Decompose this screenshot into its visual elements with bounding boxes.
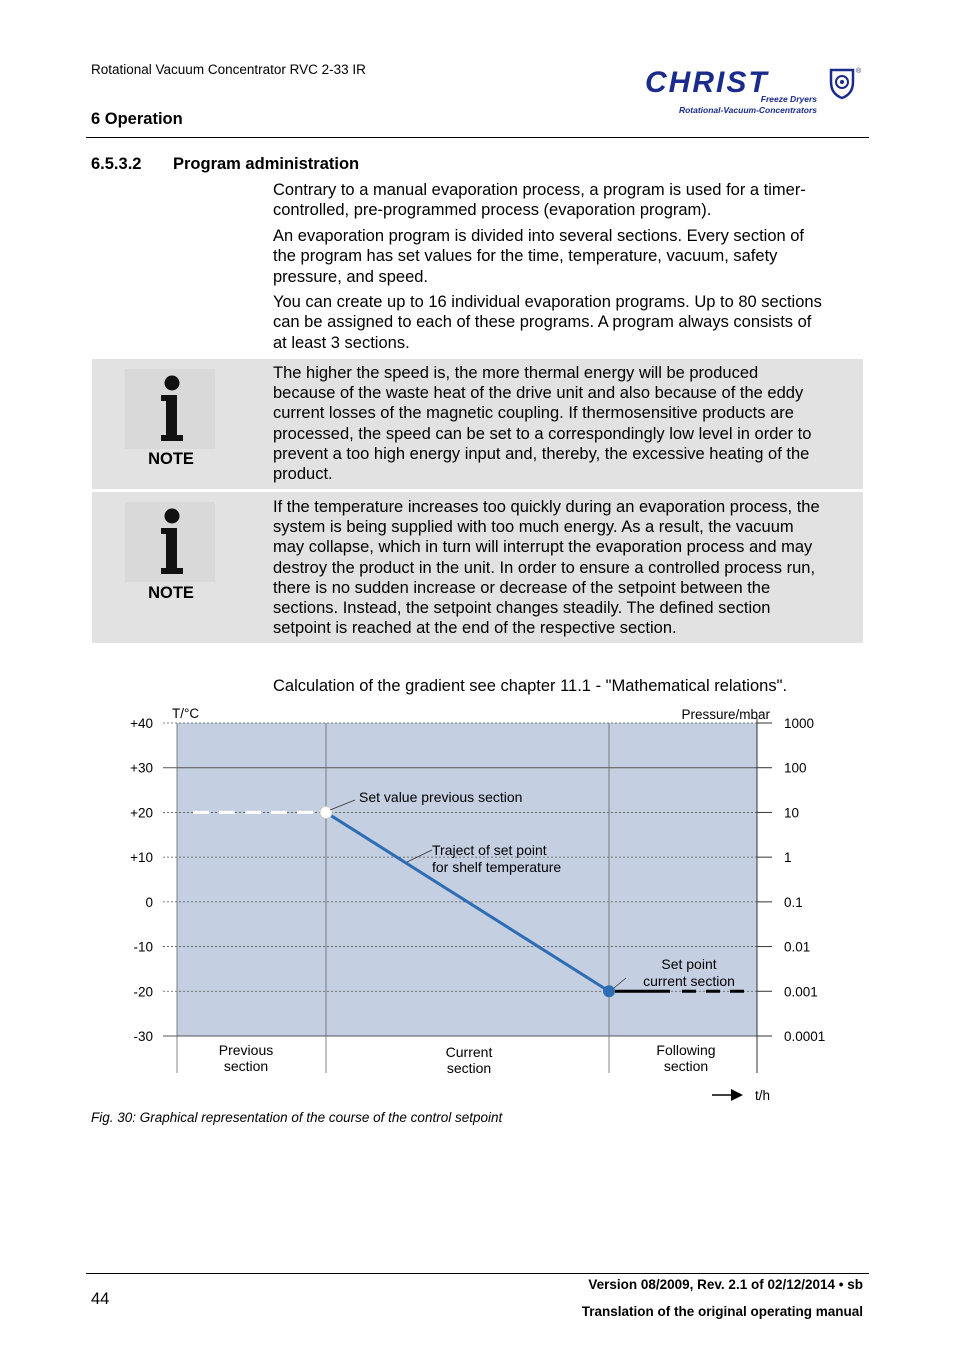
right-tick-label: 0.0001	[784, 1029, 826, 1044]
annotation-previous: Set value previous section	[359, 789, 523, 805]
note-line: current losses of the magnetic coupling. If thermosensitive products are	[273, 404, 794, 423]
note-line: may collapse, which in turn will interrupt the evaporation process and may	[273, 538, 813, 557]
chapter-title: 6 Operation	[91, 110, 183, 128]
right-tick-label: 1000	[784, 716, 815, 731]
gradient-reference: Calculation of the gradient see chapter 11.1 - "Mathematical relations".	[273, 677, 788, 695]
section-label: section	[446, 1060, 492, 1076]
right-tick-label: 0.1	[784, 894, 803, 910]
paragraph-line: controlled, pre-programmed process (evaporation program).	[273, 201, 712, 220]
right-tick-label: 10	[784, 805, 800, 821]
footer-divider	[86, 1273, 869, 1274]
logo-line2: Rotational-Vacuum-Concentrators	[678, 105, 817, 115]
right-axis-label: Pressure/mbar	[681, 707, 770, 722]
note-line: setpoint is reached at the end of the respective section.	[273, 619, 677, 638]
note-line: system is being supplied with too much energy. As a result, the vacuum	[273, 518, 794, 537]
section-label: section	[663, 1058, 709, 1074]
x-axis-label: t/h	[755, 1088, 771, 1103]
left-tick-label: +20	[130, 805, 153, 821]
logo-registered: ®	[856, 68, 862, 75]
right-tick-label: 0.01	[784, 939, 811, 955]
left-tick-label: -20	[133, 984, 153, 1000]
section-labels	[219, 1042, 716, 1076]
note-line: destroy the product in the unit. In order to ensure a controlled process run,	[273, 558, 816, 577]
note-line: because of the waste heat of the drive unit and also because of the eddy	[273, 384, 804, 403]
page-number: 44	[91, 1290, 110, 1308]
translation-note: Translation of the original operating manual	[581, 1304, 863, 1319]
section-label: section	[223, 1058, 269, 1074]
figure-caption: Fig. 30: Graphical representation of the course of the control setpoint	[91, 1110, 503, 1125]
right-tick-label: 100	[784, 760, 807, 776]
document-title: Rotational Vacuum Concentrator RVC 2-33 IR	[91, 62, 366, 77]
annotation-trajectory-line1: Traject of set point	[432, 842, 547, 858]
note-line: If the temperature increases too quickly during an evaporation process, the	[273, 498, 820, 516]
paragraph-line: can be assigned to each of these programs. A program always consists of	[273, 313, 812, 332]
current-setpoint-marker	[603, 985, 615, 997]
section-label: Current	[445, 1044, 493, 1060]
paragraph-line: You can create up to 16 individual evaporation programs. Up to 80 sections	[273, 293, 822, 311]
note-label: NOTE	[148, 450, 194, 468]
paragraph-line: An evaporation program is divided into several sections. Every section of	[273, 227, 805, 245]
note-line: prevent a too high energy input and, thereby, the excessive heating of the	[273, 444, 810, 463]
paragraph-line: at least 3 sections.	[273, 333, 410, 352]
section-label: Previous	[218, 1042, 274, 1058]
note-line: processed, the speed can be set to a correspondingly low level in order to	[273, 424, 812, 443]
time-arrow-icon	[712, 1089, 743, 1101]
note-line: sections. Instead, the setpoint changes steadily. The defined section	[273, 599, 771, 618]
note-line: The higher the speed is, the more thermal energy will be produced	[273, 364, 759, 382]
section-title: Program administration	[173, 155, 360, 173]
logo-brand-text: CHRIST	[645, 66, 769, 99]
previous-setpoint-marker	[320, 806, 332, 818]
paragraph-line: Contrary to a manual evaporation process, a program is used for a timer-	[273, 181, 806, 199]
left-tick-label: +10	[130, 850, 153, 866]
logo-line1: Freeze Dryers	[760, 94, 817, 104]
note-line: there is no sudden increase or decrease of the setpoint between the	[273, 578, 771, 597]
note-label: NOTE	[148, 584, 194, 602]
paragraph-line: the program has set values for the time, temperature, vacuum, safety	[273, 247, 778, 266]
annotation-current-line2: current section	[643, 973, 735, 989]
annotation-current-line1: Set point	[661, 956, 717, 972]
right-tick-label: 1	[784, 850, 792, 866]
left-tick-label: -10	[133, 939, 153, 955]
left-axis-label: T/°C	[172, 706, 200, 721]
section-number: 6.5.3.2	[91, 155, 142, 173]
note-line: product.	[273, 465, 333, 484]
left-tick-label: +40	[130, 716, 153, 731]
left-tick-label: 0	[145, 894, 153, 910]
paragraph-line: pressure, and speed.	[273, 267, 429, 286]
plot-background	[177, 723, 757, 1036]
version-info: Version 08/2009, Rev. 2.1 of 02/12/2014 • sb	[588, 1277, 863, 1292]
right-tick-label: 0.001	[784, 984, 818, 1000]
left-tick-label: -30	[133, 1029, 153, 1044]
section-label: Following	[656, 1042, 716, 1058]
annotation-trajectory-line2: for shelf temperature	[432, 859, 562, 875]
left-tick-label: +30	[130, 760, 153, 776]
